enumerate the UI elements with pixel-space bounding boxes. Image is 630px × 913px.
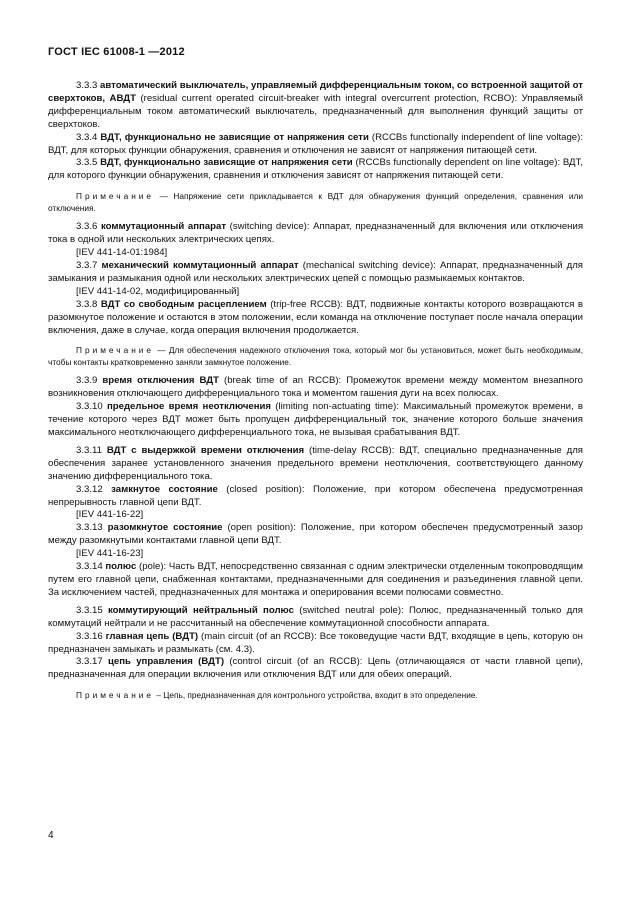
definition-3-3-6 (48, 221, 583, 247)
definition-3-3-13 (48, 522, 583, 548)
note-text: — Напряжение сети прикладывается к ВДТ для обнаружения функций определения, сравнения или отключения. (48, 191, 583, 214)
definition-text: (closed position): Положение, при котором обеспечена предусмотренная непрерывность главной цепи ВДТ. (48, 483, 583, 508)
clause-number: 3.3.11 (76, 444, 102, 456)
term: предельное время неотключения (106, 401, 272, 413)
term: замкнутое состояние (111, 483, 218, 495)
definition-3-3-9 (48, 375, 583, 401)
definition-3-3-4 (48, 132, 583, 158)
definition-3-3-3 (48, 80, 583, 132)
clause-number: 3.3.17 (76, 656, 103, 668)
definition-text: (time-delay RCCB): ВДТ, специально предназначенные для обеспечения заранее установленного значения предельного времени неотключения, соответствующего данному значению дифференциального тока. (48, 444, 583, 482)
note-label: Примечание (76, 345, 155, 356)
definition-text: (pole): Часть ВДТ, непосредственно связанная с одним электрически отделенным токопроводящим путем его главной цепи, снабженная контактами, предназначенными для соединения и разъединения главной цепи. За исключением частей, предназначенных для монтажа и оперирования всеми полюсами совместно. (48, 561, 583, 598)
term: разомкнутое состояние (107, 522, 223, 534)
definition-text: (trip-free RCCB): ВДТ, подвижные контакты которого возвращаются в разомкнутое положение и остаются в этом положении, если команда на отключение поступает после начала операции включения, даже в случае, когда операция включения продолжается. (48, 298, 583, 336)
definition-text: (switched neutral pole): Полюс, предназначенный только для коммутаций нейтрали и не рассчитанный на обеспечение коммутационной способности аппарата. (48, 604, 583, 629)
definition-3-3-11 (48, 445, 583, 484)
term: ВДТ, функционально не зависящие от напряжения сети (100, 131, 369, 143)
definition-text: (main circuit (of an RCCB): Все токоведущие части ВДТ, входящие в цепь, которую он предназначен замыкать и размыкать (см. 4.3). (48, 630, 583, 655)
clause-number: 3.3.14 (76, 561, 103, 573)
note-3 (48, 689, 583, 701)
definition-text: (residual current operated circuit-breaker with integral overcurrent protection, RCBO): Управляемый дифференциальным током автоматический выключатель, предназначенный для выполнения функций защиты от сверхтоков. (48, 92, 583, 130)
definition-text: (break time of an RCCB): Промежуток времени между моментом внезапного возникновения отключающего дифференциального тока и моментом гашения дуги на всех полюсах. (48, 375, 583, 400)
clause-number: 3.3.9 (76, 375, 98, 387)
clause-number: 3.3.15 (76, 604, 103, 616)
definition-text: (open position): Положение, при котором обеспечен предусмотренный зазор между разомкнутыми контактами главной цепи ВДТ. (48, 522, 583, 547)
definition-3-3-12 (48, 484, 583, 510)
clause-number: 3.3.12 (76, 483, 103, 495)
reference-iev: [IEV 441-16-22] (76, 509, 144, 521)
page-number: 4 (48, 830, 54, 841)
clause-number: 3.3.8 (76, 298, 98, 310)
definition-text: (limiting non-actuating time): Максимальный промежуток времени, в течение которого через ВДТ может быть пропущен дифференциальный ток, значение которого больше значения максимального неотключающего дифференциального тока, не вызывая срабатывания ВДТ. (48, 401, 583, 439)
definition-text: (RCCBs functionally independent of line voltage): ВДТ, для которых функции обнаружения, сравнения и отключения не зависят от напряжения питающей сети. (48, 131, 583, 156)
clause-number: 3.3.7 (76, 259, 98, 271)
reference-iev: [IEV 441-14-01:1984] (76, 247, 168, 259)
term: ВДТ, функционально зависящие от напряжения сети (100, 157, 353, 169)
clause-number: 3.3.5 (76, 157, 98, 169)
term: коммутирующий нейтральный полюс (107, 604, 294, 616)
definition-3-3-8 (48, 299, 583, 338)
term: ВДТ со свободным расцеплением (100, 298, 267, 310)
definition-text: (switching device): Аппарат, предназначенный для включения или отключения тока в одной или нескольких электрических цепях. (48, 221, 584, 246)
term: механический коммутационный аппарат (101, 259, 299, 271)
term: коммутационный аппарат (100, 221, 227, 233)
definition-3-3-16 (48, 631, 583, 657)
definition-3-3-15 (48, 605, 583, 631)
clause-number: 3.3.13 (76, 522, 103, 534)
definition-3-3-10 (48, 401, 583, 440)
reference-iev: [IEV 441-16-23] (76, 548, 144, 560)
definition-text: (mechanical switching device): Аппарат, предназначенный для замыкания и размыкания одной или нескольких электрических цепей с помощью размыкаемых контактов. (48, 259, 583, 284)
note-label: Примечание (76, 690, 155, 701)
term: ВДТ с выдержкой времени отключения (106, 444, 305, 456)
clause-number: 3.3.6 (76, 221, 98, 233)
definition-3-3-14 (48, 561, 583, 600)
term: цепь управления (ВДТ) (107, 656, 225, 668)
clause-number: 3.3.16 (76, 630, 103, 642)
note-text: — Для обеспечения надежного отключения тока, который мог бы установиться, может быть необходимым, чтобы контакты кратковременно заняли замкнутое положение. (48, 345, 583, 368)
definition-3-3-17 (48, 656, 583, 682)
definition-text: (control circuit (of an RCCB): Цепь (отличающаяся от части главной цепи), предназначенная для операции включения или отключения ВДТ или для обеих операций. (48, 656, 584, 681)
definition-3-3-5 (48, 157, 583, 183)
term: автоматический выключатель, управляемый дифференциальным током, со встроенной защитой от сверхтоков, АВДТ (48, 80, 584, 104)
definition-3-3-7 (48, 260, 583, 286)
clause-number: 3.3.4 (76, 131, 98, 143)
clause-number: 3.3.10 (76, 401, 103, 413)
document-body (48, 80, 583, 708)
term: главная цепь (ВДТ) (105, 630, 199, 642)
note-text: – Цепь, предназначенная для контрольного устройства, входит в это определение. (154, 690, 478, 701)
clause-number: 3.3.3 (76, 80, 98, 91)
note-label: Примечание (76, 191, 155, 202)
definition-text: (RCCBs functionally dependent on line voltage): ВДТ, для которого функции обнаружения, сравнения и отключения зависят от напряжения питающей сети. (48, 157, 584, 182)
note-2 (48, 344, 583, 368)
reference-iev: [IEV 441-14-02, модифицированный] (76, 285, 240, 297)
term: полюс (105, 561, 137, 573)
term: время отключения ВДТ (102, 375, 219, 387)
document-header: ГОСТ IEC 61008-1 —2012 (48, 46, 185, 58)
note-1 (48, 190, 583, 214)
